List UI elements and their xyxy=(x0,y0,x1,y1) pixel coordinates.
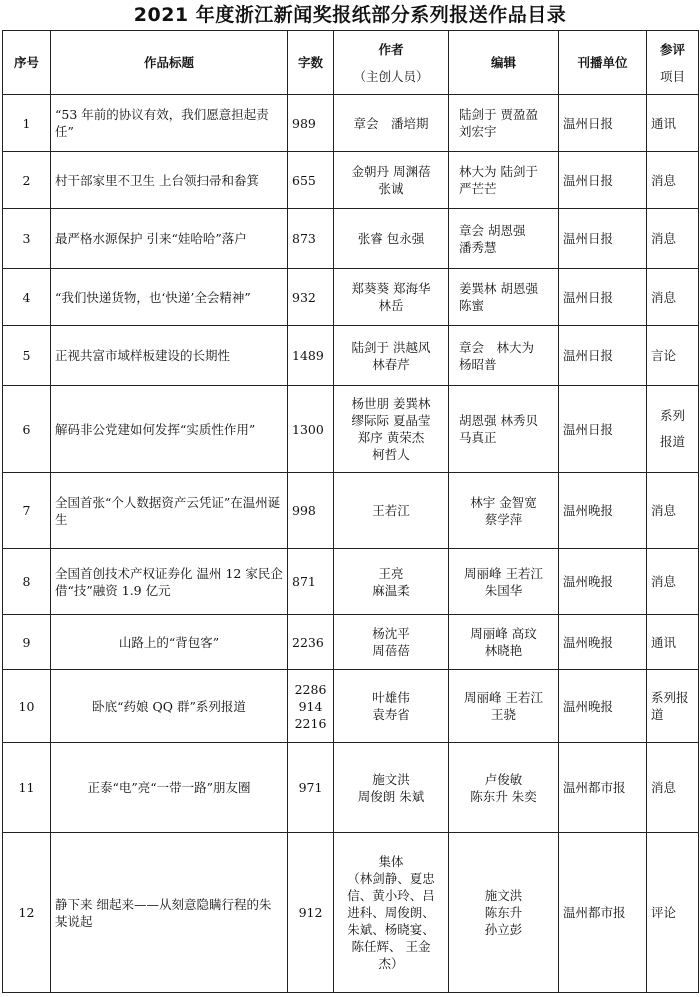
row-no: 6 xyxy=(3,386,51,473)
row-unit: 温州都市报 xyxy=(559,743,647,833)
row-editor xyxy=(449,269,559,326)
row-count: 2236 xyxy=(288,615,334,670)
row-category xyxy=(647,549,699,615)
row-count: 989 xyxy=(288,95,334,152)
editor-line: 施文洪 xyxy=(484,888,523,903)
editor-line: 姜巽林 胡恩强 xyxy=(459,281,538,296)
row-editor xyxy=(449,473,559,549)
row-title: 正泰“电”亮“一带一路”朋友圈 xyxy=(51,743,288,833)
editor-line: 林宇 金智宽 xyxy=(470,494,537,510)
category-line: 报道 xyxy=(659,434,685,449)
row-count: 873 xyxy=(288,209,334,269)
editor-line: 潘秀慧 xyxy=(459,239,497,255)
row-category xyxy=(647,615,699,670)
row-count: 971 xyxy=(288,743,334,833)
row-count: 655 xyxy=(288,152,334,209)
editor-line: 马真正 xyxy=(459,430,497,445)
row-count: 998 xyxy=(288,473,334,549)
editor-line: 卢俊敏 xyxy=(484,771,523,787)
author-line: 张诚 xyxy=(378,181,404,196)
row-editor xyxy=(449,549,559,615)
row-unit: 温州日报 xyxy=(559,95,647,152)
category-line: 系列报 xyxy=(651,690,689,705)
table-row xyxy=(3,833,699,993)
row-author xyxy=(334,549,449,615)
row-editor xyxy=(449,152,559,209)
editor-line: 林晓艳 xyxy=(484,643,523,658)
author-line: 张睿 包永强 xyxy=(357,231,425,246)
row-author xyxy=(334,152,449,209)
header-category-line1: 参评 xyxy=(659,41,685,57)
row-author xyxy=(334,670,449,743)
editor-line: 刘宏宇 xyxy=(459,124,497,139)
header-author-sub: （主创人员） xyxy=(353,68,429,84)
category-line: 言论 xyxy=(651,348,677,363)
row-unit: 温州晚报 xyxy=(559,615,647,670)
editor-line: 孙立彭 xyxy=(484,922,523,937)
author-line: 杰） xyxy=(378,956,404,971)
row-editor xyxy=(449,833,559,993)
table-row xyxy=(3,386,699,473)
author-line: 郑序 黄荣杰 xyxy=(357,430,425,445)
row-title: 解码非公党建如何发挥“实质性作用” xyxy=(51,386,288,473)
header-count: 字数 xyxy=(288,31,334,95)
author-line: 叶雄伟 xyxy=(372,690,410,705)
author-line: 金朝丹 周渊蓓 xyxy=(351,164,431,179)
editor-line: 陈东升 朱奕 xyxy=(470,788,537,804)
header-no: 序号 xyxy=(3,31,51,95)
editor-line: 朱国华 xyxy=(484,582,523,598)
table-row xyxy=(3,152,699,209)
editor-line: 蔡学萍 xyxy=(484,511,523,527)
row-unit: 温州日报 xyxy=(559,269,647,326)
row-no: 2 xyxy=(3,152,51,209)
row-unit: 温州日报 xyxy=(559,326,647,386)
works-table xyxy=(2,30,699,993)
page-title: 2021 年度浙江新闻奖报纸部分系列报送作品目录 xyxy=(133,4,567,26)
author-line: 袁寿省 xyxy=(372,707,410,722)
category-line: 通讯 xyxy=(651,634,677,650)
author-line: 柯哲人 xyxy=(372,447,410,462)
row-title: 最严格水源保护 引来“娃哈哈”落户 xyxy=(51,209,288,269)
row-author xyxy=(334,473,449,549)
editor-line: 王骁 xyxy=(490,707,516,722)
header-title: 作品标题 xyxy=(51,31,288,95)
table-row xyxy=(3,549,699,615)
row-author xyxy=(334,386,449,473)
row-editor xyxy=(449,95,559,152)
row-title: 山路上的“背包客” xyxy=(51,615,288,670)
editor-line: 陆剑于 贾盈盈 xyxy=(459,107,538,122)
category-line: 消息 xyxy=(651,289,677,305)
editor-line: 周丽峰 高玟 xyxy=(470,626,537,641)
editor-line: 章会 胡恩强 xyxy=(459,222,526,238)
author-line: 章会 潘培期 xyxy=(353,115,429,131)
header-author-label: 作者 xyxy=(378,41,404,57)
editor-line: 严芒芒 xyxy=(459,181,497,196)
author-line: 麻温柔 xyxy=(372,582,410,598)
author-line: 周蓓蓓 xyxy=(372,643,410,658)
header-category-line2: 项目 xyxy=(659,68,685,84)
header-author xyxy=(334,31,449,95)
editor-line: 陈蜜 xyxy=(459,298,485,313)
row-unit: 温州日报 xyxy=(559,209,647,269)
row-category xyxy=(647,743,699,833)
row-author xyxy=(334,209,449,269)
table-row xyxy=(3,473,699,549)
header-category xyxy=(647,31,699,95)
row-no: 7 xyxy=(3,473,51,549)
row-author xyxy=(334,269,449,326)
row-no: 11 xyxy=(3,743,51,833)
row-no: 9 xyxy=(3,615,51,670)
category-line: 通讯 xyxy=(651,115,677,131)
row-unit: 温州晚报 xyxy=(559,473,647,549)
author-line: 王亮 xyxy=(378,565,404,581)
row-no: 10 xyxy=(3,670,51,743)
category-line: 消息 xyxy=(651,574,677,589)
author-line: 陆剑于 洪越风 xyxy=(351,339,431,355)
row-title: 全国首创技术产权证券化 温州 12 家民企借“技”融资 1.9 亿元 xyxy=(51,549,288,615)
category-line: 消息 xyxy=(651,780,677,795)
editor-line: 胡恩强 林秀贝 xyxy=(459,413,538,428)
row-category xyxy=(647,473,699,549)
row-title: “53 年前的协议有效，我们愿意担起责任” xyxy=(51,95,288,152)
editor-line: 周丽峰 王若江 xyxy=(464,565,543,581)
author-line: 集体 xyxy=(378,854,404,869)
table-row xyxy=(3,670,699,743)
table-row xyxy=(3,209,699,269)
row-count xyxy=(288,670,334,743)
row-count: 1489 xyxy=(288,326,334,386)
row-category xyxy=(647,833,699,993)
row-unit: 温州晚报 xyxy=(559,670,647,743)
row-no: 3 xyxy=(3,209,51,269)
row-author xyxy=(334,95,449,152)
row-category xyxy=(647,152,699,209)
row-category xyxy=(647,326,699,386)
author-line: 陈任辉、 王金 xyxy=(351,939,431,954)
author-line: 杨沈平 xyxy=(372,626,410,641)
row-unit: 温州都市报 xyxy=(559,833,647,993)
editor-line: 林大为 陆剑于 xyxy=(459,164,538,179)
row-editor xyxy=(449,386,559,473)
editor-line: 杨昭普 xyxy=(459,356,497,372)
table-row xyxy=(3,326,699,386)
author-line: （林剑静、夏忠 xyxy=(347,871,435,886)
row-title: 正视共富市域样板建设的长期性 xyxy=(51,326,288,386)
count-line: 2286 xyxy=(294,681,327,697)
row-author xyxy=(334,615,449,670)
category-line: 道 xyxy=(651,707,664,722)
row-editor xyxy=(449,326,559,386)
row-count: 912 xyxy=(288,833,334,993)
editor-line: 周丽峰 王若江 xyxy=(464,690,543,705)
row-no: 5 xyxy=(3,326,51,386)
row-editor xyxy=(449,670,559,743)
row-title: “我们快递货物，也‘快递’全会精神” xyxy=(51,269,288,326)
category-line: 评论 xyxy=(651,905,677,920)
author-line: 信、黄小玲、吕 xyxy=(347,888,435,903)
row-no: 8 xyxy=(3,549,51,615)
table-row xyxy=(3,743,699,833)
editor-line: 陈东升 xyxy=(484,905,523,920)
row-count: 932 xyxy=(288,269,334,326)
row-title: 静下来 细起来——从刻意隐瞒行程的朱某说起 xyxy=(51,833,288,993)
table-row xyxy=(3,95,699,152)
category-line: 消息 xyxy=(651,503,677,518)
header-unit: 刊播单位 xyxy=(559,31,647,95)
category-line: 消息 xyxy=(651,172,677,188)
row-no: 4 xyxy=(3,269,51,326)
row-author xyxy=(334,326,449,386)
row-no: 1 xyxy=(3,95,51,152)
row-title: 全国首张“个人数据资产云凭证”在温州诞生 xyxy=(51,473,288,549)
author-line: 周俊朗 朱斌 xyxy=(357,788,425,804)
row-editor xyxy=(449,743,559,833)
author-line: 缪际际 夏晶莹 xyxy=(351,413,431,428)
row-author xyxy=(334,833,449,993)
row-editor xyxy=(449,615,559,670)
category-line: 消息 xyxy=(651,231,677,246)
table-row xyxy=(3,269,699,326)
row-unit: 温州日报 xyxy=(559,386,647,473)
table-row xyxy=(3,615,699,670)
row-unit: 温州晚报 xyxy=(559,549,647,615)
row-unit: 温州日报 xyxy=(559,152,647,209)
row-count: 871 xyxy=(288,549,334,615)
row-title: 村干部家里不卫生 上台领扫帚和畚箕 xyxy=(51,152,288,209)
author-line: 朱斌、杨晓宴、 xyxy=(347,922,435,937)
count-line: 914 xyxy=(298,698,323,714)
row-editor xyxy=(449,209,559,269)
author-line: 林春芹 xyxy=(372,356,410,372)
category-line: 系列 xyxy=(659,408,685,423)
editor-line: 章会 林大为 xyxy=(459,339,535,355)
row-category xyxy=(647,386,699,473)
author-line: 施文洪 xyxy=(372,771,410,787)
row-category xyxy=(647,209,699,269)
count-line: 2216 xyxy=(294,715,327,731)
row-no: 12 xyxy=(3,833,51,993)
author-line: 杨世朋 姜巽林 xyxy=(351,396,431,411)
row-count: 1300 xyxy=(288,386,334,473)
row-category xyxy=(647,670,699,743)
author-line: 林岳 xyxy=(378,298,404,313)
header-editor: 编辑 xyxy=(449,31,559,95)
row-title: 卧底“药娘 QQ 群”系列报道 xyxy=(51,670,288,743)
row-author xyxy=(334,743,449,833)
row-category xyxy=(647,95,699,152)
author-line: 进科、周俊朗、 xyxy=(347,905,435,920)
author-line: 郑葵葵 郑海华 xyxy=(351,281,431,296)
header-row xyxy=(3,31,699,95)
row-category xyxy=(647,269,699,326)
author-line: 王若江 xyxy=(372,503,410,518)
